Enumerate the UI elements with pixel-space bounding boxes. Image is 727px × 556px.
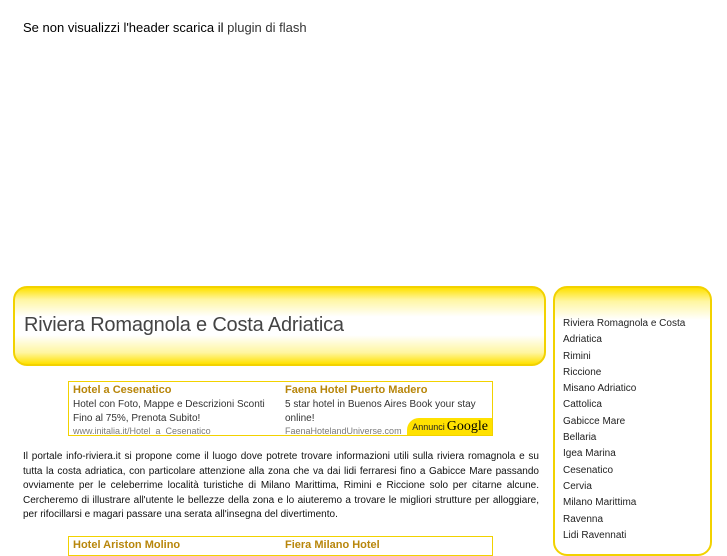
google-logo: Google <box>446 418 488 434</box>
sidebar-item[interactable]: Cervia <box>563 480 592 492</box>
sidebar-item[interactable]: Milano Marittima <box>563 497 637 509</box>
sidebar-item[interactable]: Rimini <box>563 350 591 362</box>
flash-notice <box>23 20 307 35</box>
sidebar-item[interactable]: Bellaria <box>563 432 597 444</box>
sidebar-item[interactable]: Gabicce Mare <box>563 415 626 427</box>
intro-paragraph: Il portale info-riviera.it si propone come il luogo dove potrete trovare informazioni utili sulla riviera romagnola e su tutta la costa adriatica, con particolare attenzione alla zona che va dai lidi ferraresi fino a Gabicce Mare passando ovviamente per le celeberrime località turistiche di Milano Marittima, Rimini e Riccione solo per citarne alcune. Cercheremo di illustrare all'utente le bellezze della zona e lo aiuteremo a trovare le migliori strutture per alloggiare, per rifocillarsi e magari passare una serata all'insegna del divertimento. <box>23 451 539 520</box>
sidebar-item[interactable]: Cesenatico <box>563 464 614 476</box>
ad-url[interactable]: FaenaHotelandUniverse.com <box>285 426 402 436</box>
badge-prefix: Annunci <box>412 421 445 432</box>
sidebar-nav <box>553 286 712 556</box>
sidebar-item[interactable]: Lidi Ravennati <box>563 529 627 541</box>
ad-description: 5 star hotel in Buenos Aires Book your stay online! <box>285 399 476 424</box>
flash-plugin-link[interactable]: plugin di flash <box>227 20 307 35</box>
ad-unit[interactable] <box>73 382 278 436</box>
sidebar-item[interactable]: Ravenna <box>563 513 604 525</box>
sidebar-item[interactable]: Cattolica <box>563 399 602 411</box>
ad-title[interactable]: Fiera Milano Hotel <box>285 539 380 551</box>
ad-title[interactable]: Hotel a Cesenatico <box>73 384 172 396</box>
ad-unit[interactable] <box>73 537 278 551</box>
flash-notice-text: Se non visualizzi l'header scarica il <box>23 20 224 35</box>
title-box <box>13 286 546 366</box>
page-title: Riviera Romagnola e Costa Adriatica <box>24 314 344 336</box>
ad-title[interactable]: Hotel Ariston Molino <box>73 539 181 551</box>
ad-block-top <box>68 381 493 436</box>
sidebar-item[interactable]: Riccione <box>563 366 602 378</box>
ad-url[interactable]: www.initalia.it/Hotel_a_Cesenatico <box>73 426 211 436</box>
ad-title[interactable]: Faena Hotel Puerto Madero <box>285 384 428 396</box>
sidebar-item[interactable]: Riviera Romagnola e Costa Adriatica <box>563 318 686 346</box>
sidebar-item[interactable]: Misano Adriatico <box>563 383 637 395</box>
ad-description: Hotel con Foto, Mappe e Descrizioni Sconti Fino al 75%, Prenota Subito! <box>73 399 265 424</box>
sidebar-item[interactable]: Igea Marina <box>563 448 616 460</box>
ad-block-bottom <box>68 536 493 556</box>
google-ads-badge[interactable] <box>407 418 492 435</box>
ad-unit[interactable] <box>285 537 490 551</box>
